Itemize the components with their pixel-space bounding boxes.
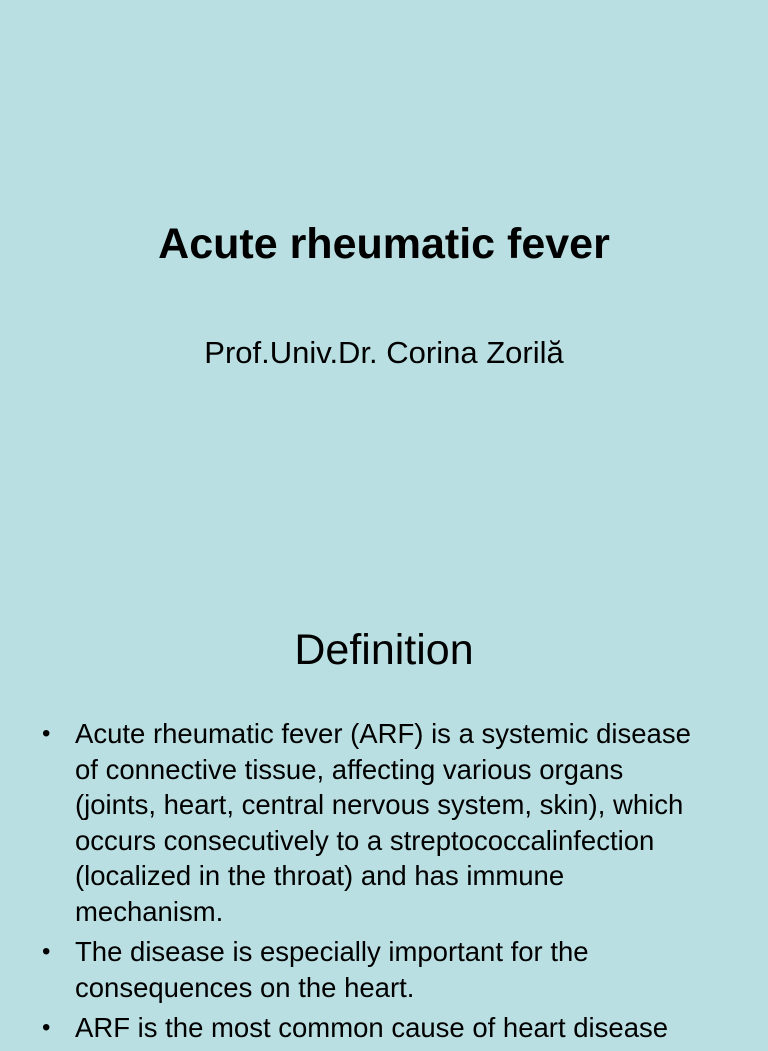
bullet-text: The disease is especially important for the consequences on the heart.	[75, 936, 589, 1003]
definition-slide	[0, 578, 768, 1043]
definition-bullet-list	[0, 716, 768, 1051]
bullet-text: Acute rheumatic fever (ARF) is a systemic disease of connective tissue, affecting various organs (joints, heart, central nervous system, skin), which occurs consecutively to a streptococcalinfection (localized in the throat) and has immune mechanism.	[75, 718, 691, 927]
title-slide	[0, 0, 768, 520]
slide-subtitle: Prof.Univ.Dr. Corina Zorilă	[204, 335, 564, 370]
bullet-item	[0, 1010, 768, 1046]
bullet-text: ARF is the most common cause of heart disease	[75, 1012, 669, 1043]
bullet-marker: •	[42, 720, 51, 747]
definition-heading: Definition	[294, 626, 474, 674]
slide-title: Acute rheumatic fever	[158, 220, 610, 268]
bullet-item	[0, 716, 768, 929]
bullet-marker: •	[42, 938, 51, 965]
bullet-marker: •	[42, 1014, 51, 1041]
bullet-item	[0, 934, 768, 1005]
